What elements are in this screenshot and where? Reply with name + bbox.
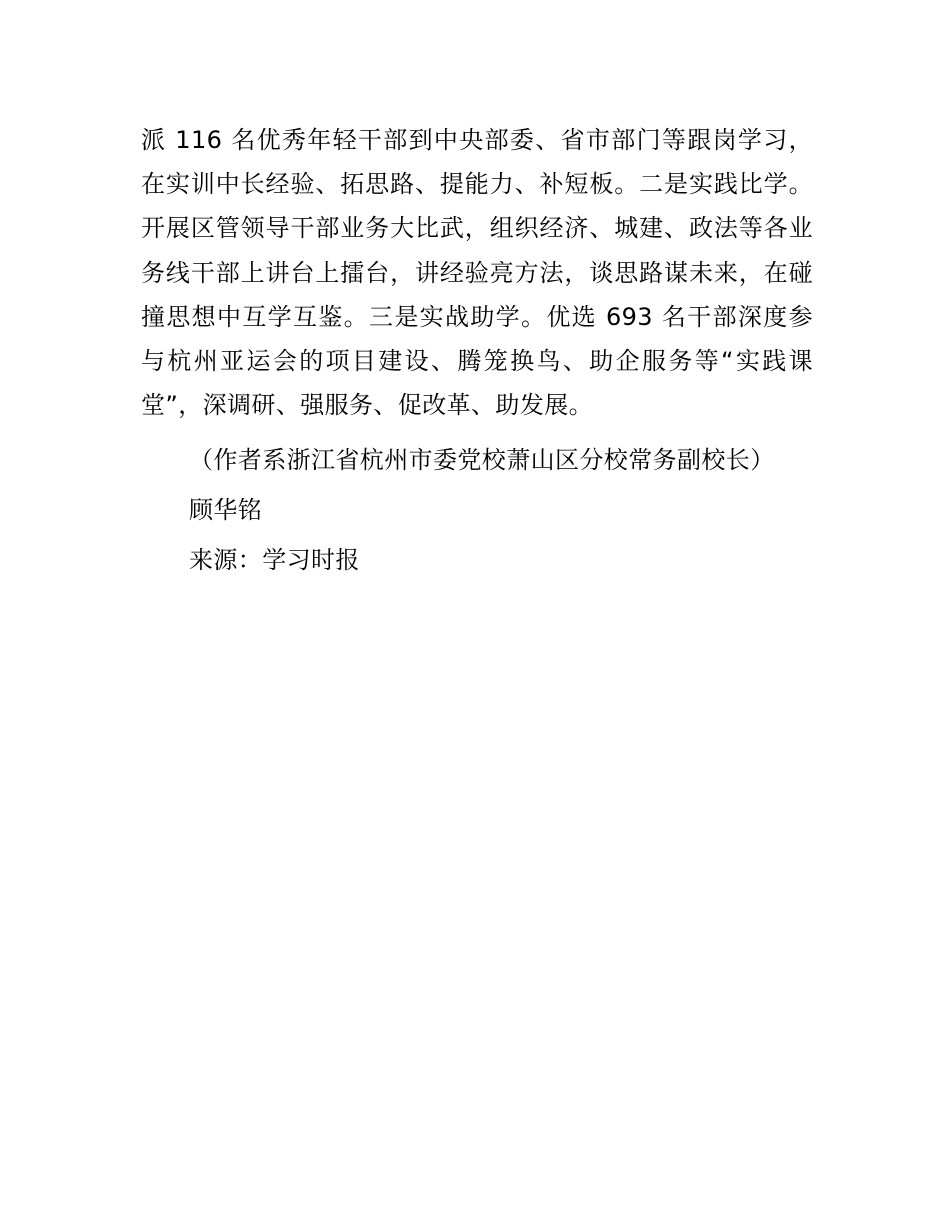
body-line: 与杭州亚运会的项目建设、腾笼换鸟、助企服务等“实践课 [141,346,813,375]
body-line: 派 116 名优秀年轻干部到中央部委、省市部门等跟岗学习， [141,126,813,154]
source-line: 来源：学习时报 [189,546,360,575]
body-line: 开展区管领导干部业务大比武，组织经济、城建、政法等各业 [141,214,813,243]
body-line: 在实训中长经验、拓思路、提能力、补短板。二是实践比学。 [141,170,813,199]
body-line: 务线干部上讲台上擂台，讲经验亮方法，谈思路谋未来，在碰 [141,258,813,287]
author-name: 顾华铭 [189,496,263,525]
body-line: 堂”，深调研、强服务、促改革、助发展。 [141,391,594,420]
author-note: （作者系浙江省杭州市委党校萧山区分校常务副校长） [189,446,775,475]
article-body [141,118,813,585]
body-line: 撞思想中互学互鉴。三是实战助学。优选 693 名干部深度参 [141,302,813,331]
